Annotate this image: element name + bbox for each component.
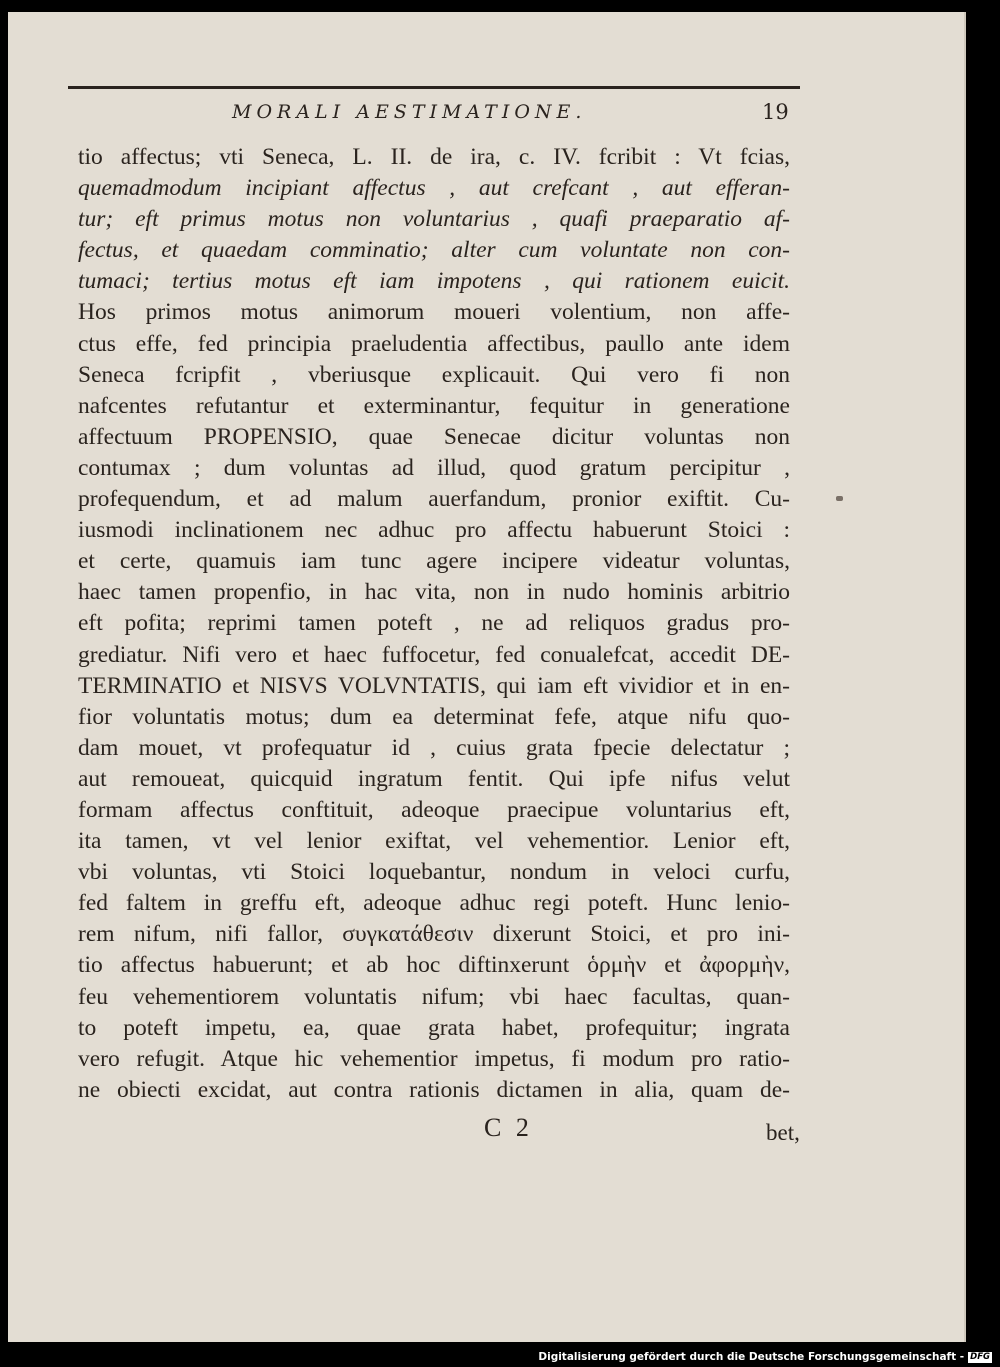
body-text bbox=[78, 142, 790, 1106]
text-line: tio affectus habuerunt; et ab hoc diftinxerunt ὁρμὴν et ἀφορμὴν, bbox=[78, 952, 790, 979]
text-line: tumaci; tertius motus eft iam impotens , qui rationem euicit. bbox=[78, 268, 790, 295]
text-line: to poteft impetu, ea, quae grata habet, profequitur; ingrata bbox=[78, 1014, 790, 1041]
text-line: et certe, quamuis iam tunc agere incipere videatur voluntas, bbox=[78, 548, 790, 575]
text-line: quemadmodum incipiant affectus , aut crefcant , aut efferan- bbox=[78, 175, 790, 202]
text-line: vero refugit. Atque hic vehementior impetus, fi modum pro ratio- bbox=[78, 1045, 790, 1072]
dfg-logo: DFG bbox=[970, 1351, 990, 1362]
text-line: fectus, et quaedam comminatio; alter cum voluntate non con- bbox=[78, 237, 790, 264]
digitization-credit bbox=[538, 1351, 992, 1363]
text-line: formam affectus conftituit, adeoque praecipue voluntarius eft, bbox=[78, 796, 790, 823]
text-line: ita tamen, vt vel lenior exiftat, vel vehementior. Lenior eft, bbox=[78, 828, 790, 855]
text-line: TERMINATIO et NISVS VOLVNTATIS, qui iam eft vividior et in en- bbox=[78, 672, 790, 699]
ink-speck bbox=[836, 496, 843, 501]
text-line: fed faltem in greffu eft, adeoque adhuc regi poteft. Hunc lenio- bbox=[78, 890, 790, 917]
text-line: ctus effe, fed principia praeludentia affectibus, paullo ante idem bbox=[78, 330, 790, 357]
text-line: haec tamen propenfio, in hac vita, non in nudo hominis arbitrio bbox=[78, 579, 790, 606]
text-line: profequendum, et ad malum auerfandum, pronior exiftit. Cu- bbox=[78, 486, 790, 513]
page-number: 19 bbox=[762, 100, 789, 124]
text-line: Hos primos motus animorum moueri volentium, non affe- bbox=[78, 299, 790, 326]
text-line: tur; eft primus motus non voluntarius , quafi praeparatio af- bbox=[78, 206, 790, 233]
text-line: rem nifum, nifi fallor, συγκατάθεσιν dixerunt Stoici, et pro ini- bbox=[78, 921, 790, 948]
text-line: iusmodi inclinationem nec adhuc pro affectu habuerunt Stoici : bbox=[78, 517, 790, 544]
text-line: aut remoueat, quicquid ingratum fentit. Qui ipfe nifus velut bbox=[78, 765, 790, 792]
header-rule bbox=[68, 86, 800, 89]
text-line: tio affectus; vti Seneca, L. II. de ira, c. IV. fcribit : Vt fcias, bbox=[78, 144, 790, 170]
text-line: feu vehementiorem voluntatis nifum; vbi haec facultas, quan- bbox=[78, 983, 790, 1010]
text-line: ne obiecti excidat, aut contra rationis dictamen in alia, quam de- bbox=[78, 1076, 790, 1103]
text-line: nafcentes refutantur et exterminantur, fequitur in generatione bbox=[78, 392, 790, 419]
running-title: MORALI AESTIMATIONE. bbox=[232, 101, 587, 123]
text-line: vbi voluntas, vti Stoici loquebantur, nondum in veloci curfu, bbox=[78, 859, 790, 886]
text-line: affectuum PROPENSIO, quae Senecae dicitur voluntas non bbox=[78, 423, 790, 450]
text-line: dam mouet, vt profequatur id , cuius grata fpecie delectatur ; bbox=[78, 734, 790, 761]
text-line: fior voluntatis motus; dum ea determinat fefe, atque nifu quo- bbox=[78, 703, 790, 730]
text-line: eft pofita; reprimi tamen poteft , ne ad reliquos gradus pro- bbox=[78, 610, 790, 637]
credit-text: Digitalisierung gefördert durch die Deutsche Forschungsgemeinschaft - bbox=[538, 1351, 965, 1363]
text-line: contumax ; dum voluntas ad illud, quod gratum percipitur , bbox=[78, 454, 790, 481]
text-line: Seneca fcripfit , vberiusque explicauit. Qui vero fi non bbox=[78, 361, 790, 388]
signature-mark: C 2 bbox=[484, 1113, 533, 1142]
catchword: bet, bbox=[766, 1120, 800, 1145]
text-line: grediatur. Nifi vero et haec fuffocetur, fed conualefcat, accedit DE- bbox=[78, 641, 790, 668]
